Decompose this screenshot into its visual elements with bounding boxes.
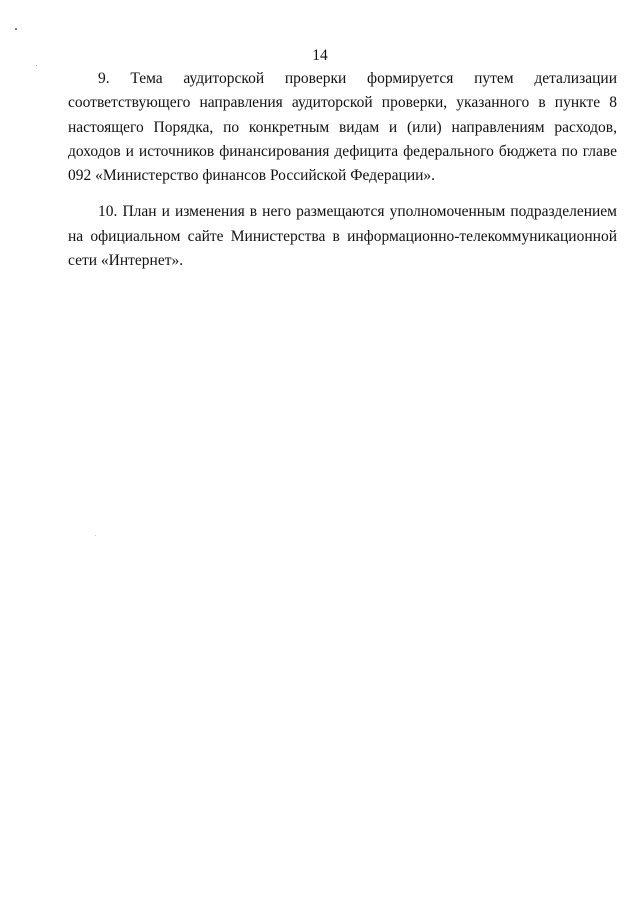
scan-speck bbox=[36, 65, 37, 66]
paragraph-9: 9. Тема аудиторской проверки формируется путем детализации соответствующего направления аудиторской проверки, указанного в пункте 8 настоящего Порядка, по конкретным видам и (или) направлениям расходов, доходов и источников финансирования дефицита федерального бюджета по главе 092 «Министерство финансов Российской Федерации». bbox=[68, 70, 617, 185]
page-number: 14 bbox=[312, 47, 328, 64]
scan-speck bbox=[95, 535, 96, 536]
paragraph-10: 10. План и изменения в него размещаются уполномоченным подразделением на официальном сайте Министерства в информационно-телекоммуникационной сети «Интернет». bbox=[68, 203, 617, 270]
scan-speck bbox=[15, 28, 17, 30]
document-body bbox=[68, 67, 617, 273]
